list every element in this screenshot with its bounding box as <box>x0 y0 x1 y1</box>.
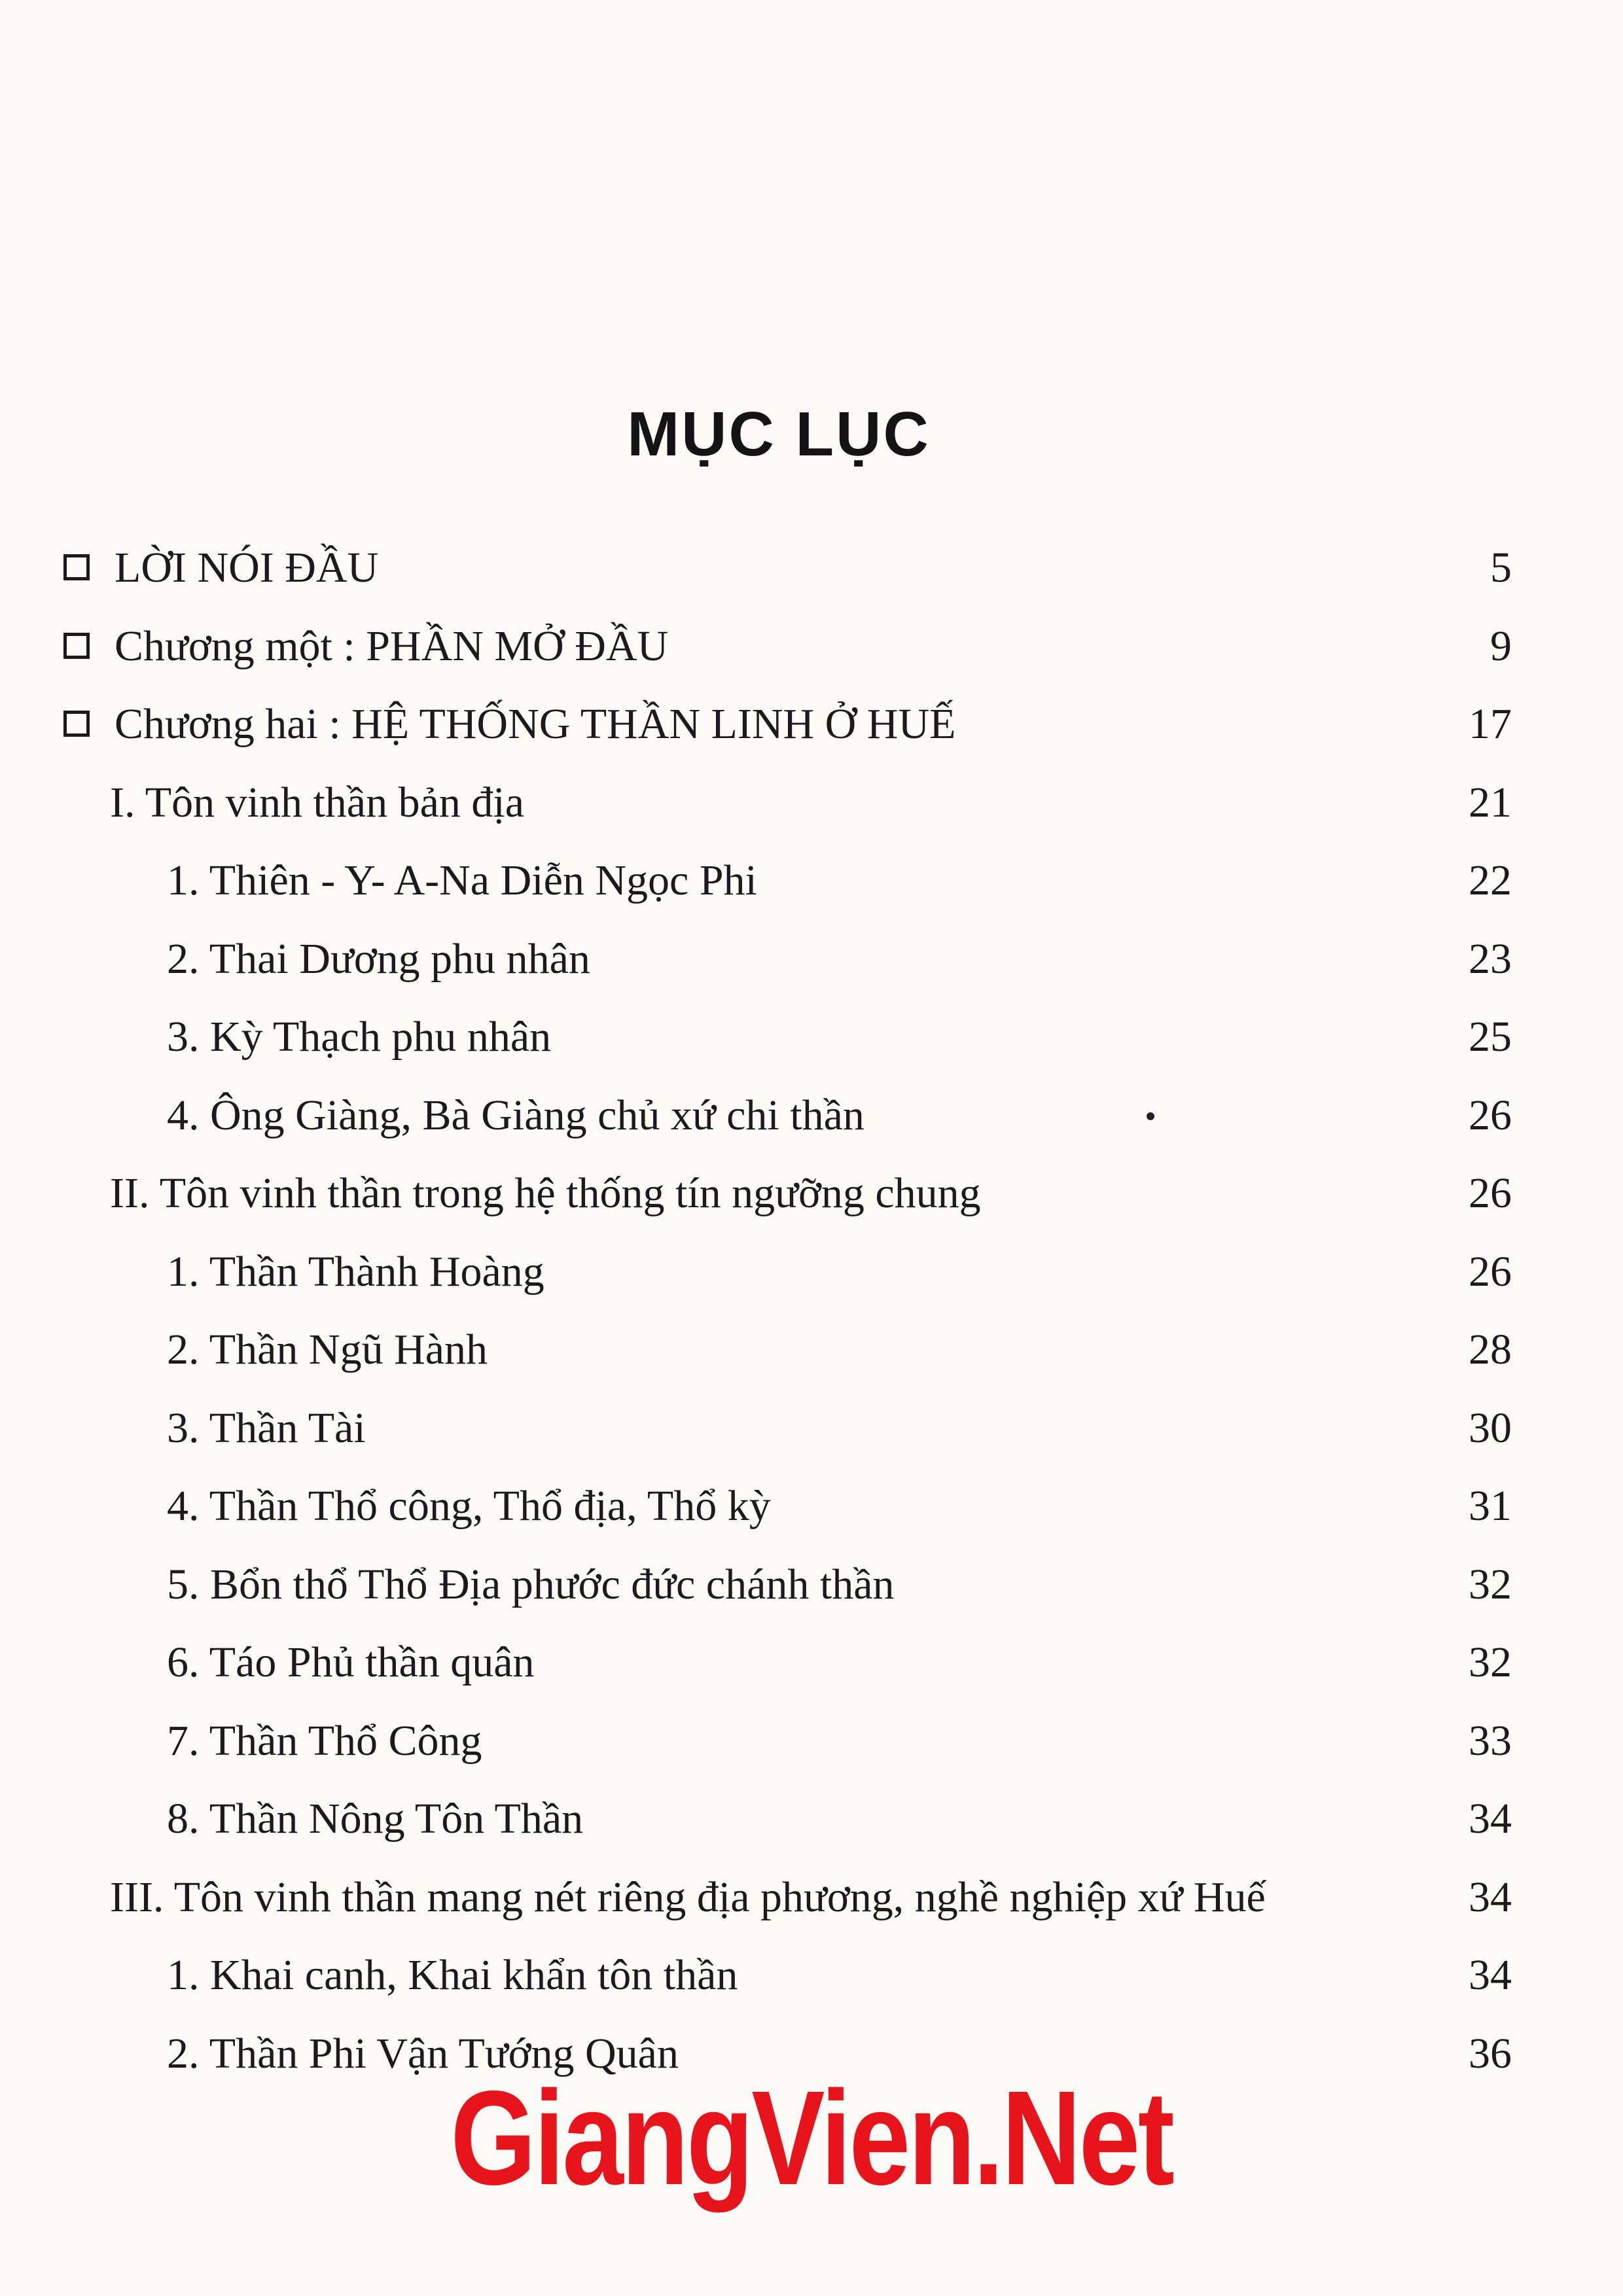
toc-entry-label: Chương hai : HỆ THỐNG THẦN LINH Ở HUẾ <box>115 700 956 748</box>
toc-entry-page-number: 34 <box>1469 1795 1512 1843</box>
toc-entry-label: 1. Thiên - Y- A-Na Diễn Ngọc Phi <box>167 857 757 904</box>
toc-entry-label: 1. Thần Thành Hoàng <box>167 1248 544 1296</box>
toc-entry-page-number: 17 <box>1469 700 1512 748</box>
toc-entry-page-number: 30 <box>1469 1404 1512 1452</box>
toc-entry <box>0 1322 1623 1387</box>
page-title: MỤC LỤC <box>627 399 931 470</box>
toc-entry <box>0 1165 1623 1231</box>
toc-entry <box>0 1244 1623 1309</box>
toc-entry <box>0 853 1623 918</box>
toc-entry <box>0 775 1623 840</box>
toc-entry-label: II. Tôn vinh thần trong hệ thống tín ngưỡng chung <box>110 1169 981 1217</box>
toc-entry <box>0 931 1623 997</box>
toc-entry-label: LỜI NÓI ĐẦU <box>115 544 379 592</box>
toc-entry-page-number: 5 <box>1490 544 1512 592</box>
watermark-logo: GiangVien.Net <box>450 2063 1173 2213</box>
toc-entry-label: III. Tôn vinh thần mang nét riêng địa phương, nghề nghiệp xứ Huế <box>110 1873 1266 1921</box>
toc-entry <box>0 696 1623 762</box>
toc-entry <box>0 1478 1623 1544</box>
bullet-square-icon <box>63 554 90 580</box>
toc-entry-label: 3. Kỳ Thạch phu nhân <box>167 1013 552 1061</box>
toc-entry-page-number: 31 <box>1469 1482 1512 1530</box>
toc-entry-page-number: 25 <box>1469 1013 1512 1061</box>
toc-entry-label: 8. Thần Nông Tôn Thần <box>167 1795 584 1843</box>
toc-entry-page-number: 33 <box>1469 1717 1512 1765</box>
toc-entry <box>0 1791 1623 1856</box>
toc-entry-page-number: 34 <box>1469 1951 1512 1999</box>
toc-entry <box>0 1947 1623 2013</box>
toc-entry-page-number: 22 <box>1469 857 1512 904</box>
toc-entry <box>0 1713 1623 1778</box>
toc-entry <box>0 1087 1623 1153</box>
toc-entry <box>0 618 1623 684</box>
toc-entry-label: 1. Khai canh, Khai khẩn tôn thần <box>167 1951 738 1999</box>
toc-entry-page-number: 21 <box>1469 779 1512 826</box>
toc-entry-label: Chương một : PHẦN MỞ ĐẦU <box>115 622 669 670</box>
toc-entry-label: I. Tôn vinh thần bản địa <box>110 779 524 826</box>
toc-entry-page-number: 32 <box>1469 1561 1512 1608</box>
toc-entry-page-number: 32 <box>1469 1638 1512 1686</box>
toc-entry-label: 3. Thần Tài <box>167 1404 366 1452</box>
toc-entry-page-number: 9 <box>1490 622 1512 670</box>
toc-entry-page-number: 28 <box>1469 1326 1512 1373</box>
bullet-square-icon <box>63 711 90 737</box>
toc-entry-page-number: 26 <box>1469 1091 1512 1139</box>
toc-entry <box>0 1557 1623 1622</box>
toc-entry-label: 2. Thần Phi Vận Tướng Quân <box>167 2030 679 2077</box>
toc-entry-page-number: 34 <box>1469 1873 1512 1921</box>
toc-entry-label: 4. Ông Giàng, Bà Giàng chủ xứ chi thần <box>167 1091 865 1139</box>
toc-entry <box>0 1400 1623 1466</box>
toc-entry <box>0 540 1623 605</box>
toc-entry-label: 4. Thần Thổ công, Thổ địa, Thổ kỳ <box>167 1482 771 1530</box>
toc-entry-page-number: 23 <box>1469 935 1512 983</box>
bullet-square-icon <box>63 633 90 659</box>
toc-entry-label: 2. Thai Dương phu nhân <box>167 935 590 983</box>
toc-entry-page-number: 36 <box>1469 2030 1512 2077</box>
toc-entry-label: 2. Thần Ngũ Hành <box>167 1326 488 1373</box>
toc-entry-label: 5. Bổn thổ Thổ Địa phước đức chánh thần <box>167 1561 895 1608</box>
toc-entry <box>0 1634 1623 1700</box>
toc-entry-page-number: 26 <box>1469 1248 1512 1296</box>
toc-entry-page-number: 26 <box>1469 1169 1512 1217</box>
ink-speck <box>1147 1112 1154 1120</box>
toc-entry <box>0 1009 1623 1074</box>
toc-entry-label: 6. Táo Phủ thần quân <box>167 1638 535 1686</box>
toc-entry-label: 7. Thần Thổ Công <box>167 1717 482 1765</box>
toc-entry <box>0 1869 1623 1935</box>
